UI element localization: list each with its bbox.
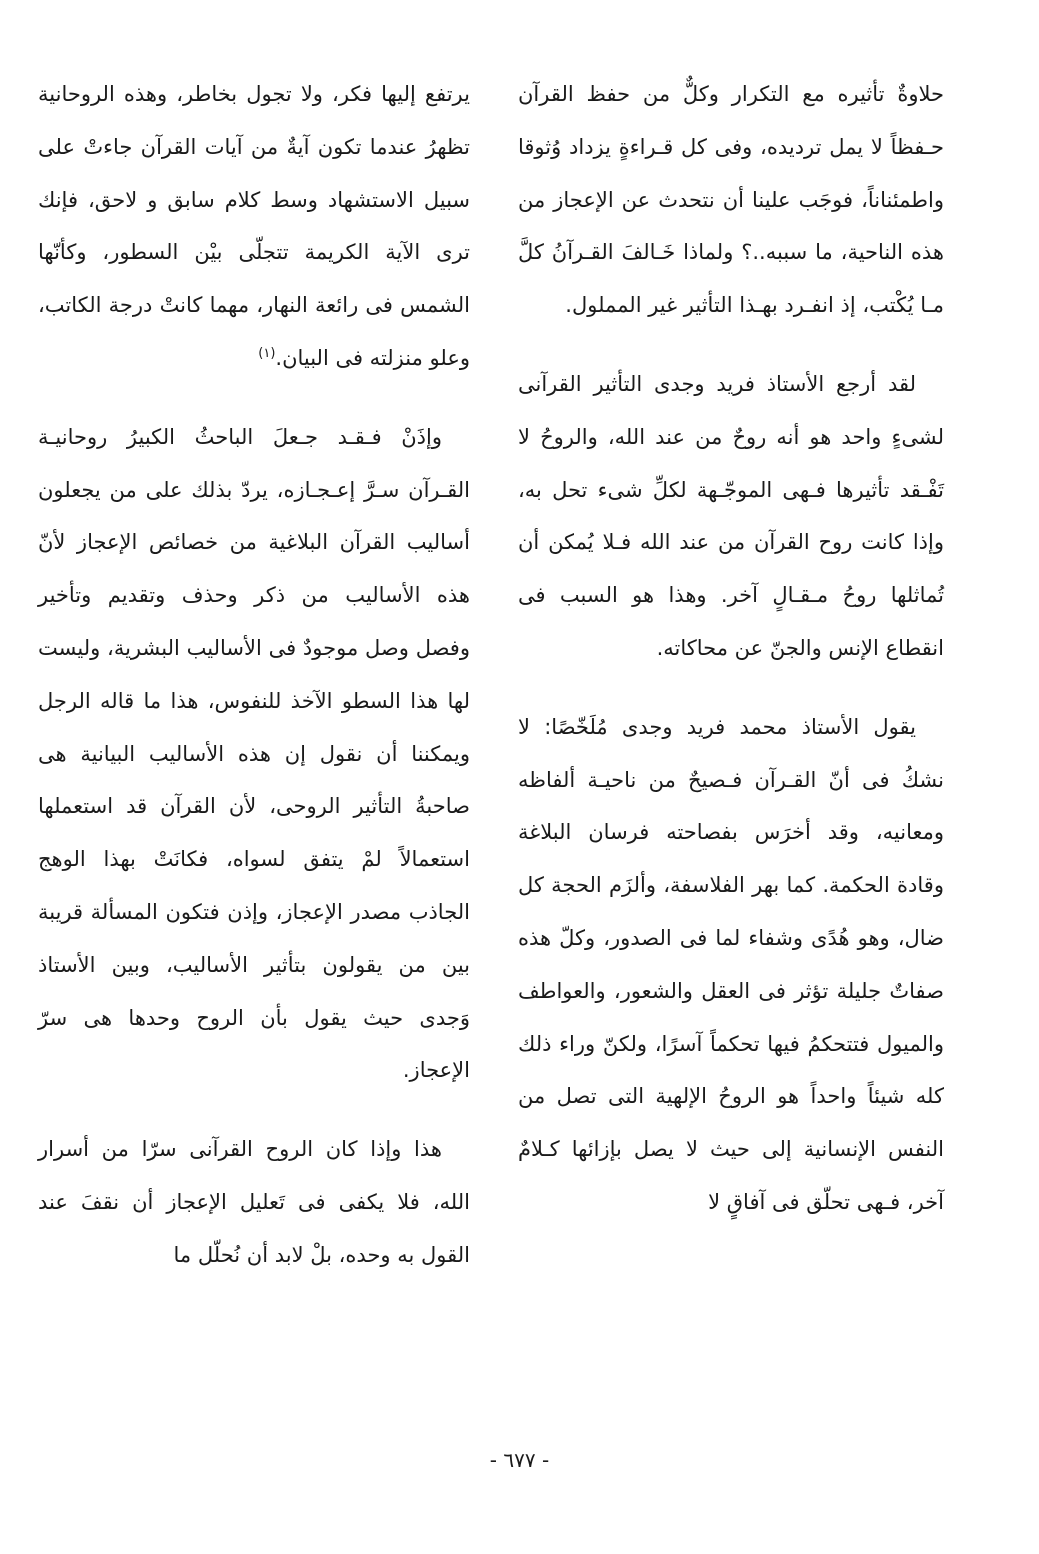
right-paragraph-2: لقد أرجع الأستاذ فريد وجدى التأثير القرآنى لشىءٍ واحد هو أنه روحٌ من عند الله، والروحُ لا تَفْـقد تأثيرها فـهى الموجّـهة لكلِّ شىء تحل به، وإذا كانت روح القرآن من عند الله فـلا يُمكن أن تُماثلها روحُ مـقـالٍ آخر. وهذا هو السبب فى انقطاع الإنس والجنّ عن محاكاته. [518, 371, 944, 660]
left-paragraph-1 [38, 68, 470, 385]
right-column [518, 68, 944, 1229]
left-paragraph-3: هذا وإذا كان الروح القرآنى سرّا من أسرار الله، فلا يكفى فى تَعليل الإعجاز أن نقفَ عند القول به وحده، بلْ لابد أن نُحلّل ما [38, 1137, 470, 1267]
footnote-marker: (١) [258, 345, 276, 361]
page-number: - ٦٧٧ - [489, 1448, 550, 1472]
left-paragraph-2: وإذَنْ فـقـد جـعلَ الباحثُ الكبيرُ روحانيـة القـرآن سـرَّ إعـجـازه، يردّ بذلك على من يجعلون أساليب القرآن البلاغية من خصائص الإعجاز لأنّ هذه الأساليب من ذكر وحذف وتقديم وتأخير وفصل وصل موجودٌ فى الأساليب البشرية، وليست لها هذا السطو الآخذ للنفوس، هذا ما قاله الرجل ويمكننا أن نقول إن هذه الأساليب البيانية هى صاحبةُ التأثير الروحى، لأن القرآن قد استعملها استعمالاً لمْ يتفق لسواه، فكانَتْ بهذا الوهج الجاذب مصدر الإعجاز، وإذن فتكون المسألة قريبة بين من يقولون بتأثير الأساليب، وبين الأستاذ وَجدى حيث يقول بأن الروح وحدها هى سرّ الإعجاز. [38, 424, 470, 1083]
left-column [38, 68, 470, 1282]
right-paragraph-3: يقول الأستاذ محمد فريد وجدى مُلَخّصًا: لا نشكُ فى أنّ القـرآن فـصيحٌ من ناحيـة ألفاظه ومعانيه، وقد أخرَس بفصاحته فرسان البلاغة وقادة الحكمة. كما بهر الفلاسفة، وألزَم الحجة كل ضال، وهو هُدًى وشفاء لما فى الصدور، وكلّ هذه صفاتٌ جليلة تؤثر فى العقل والشعور، والعواطف والميول فتتحكمُ فيها تحكماً آسرًا، ولكنّ وراء ذلك كله شيئاً واحداً هو الروحُ الإلهية التى تصل من النفس الإنسانية إلى حيث لا يصل بإزائها كـلامٌ آخر، فـهى تحلّق فى آفاقٍ لا [518, 714, 944, 1214]
left-paragraph-1-text: يرتفع إليها فكر، ولا تجول بخاطر، وهذه الروحانية تظهرُ عندما تكون آيةٌ من آيات القرآن جاءتْ على سبيل الاستشهاد وسط كلام سابق و لاحق، فإنك ترى الآية الكريمة تتجلّى بيْن السطور، وكأنّها الشمس فى رائعة النهار، مهما كانتْ درجة الكاتب، وعلو منزلته فى البيان. [38, 82, 470, 370]
right-paragraph-1: حلاوةٌ تأثيره مع التكرار وكلٌّ من حفظ القرآن حـفظاً لا يمل ترديده، وفى كل قـراءةٍ يزداد وُثوقا واطمئناناً، فوجَب علينا أن نتحدث عن الإعجاز من هذه الناحية، ما سببه..؟ ولماذا خَـالفَ القـرآنُ كلَّ مـا يُكْتب، إذ انفـرد بهـذا التأثير غير المملول. [518, 82, 944, 318]
